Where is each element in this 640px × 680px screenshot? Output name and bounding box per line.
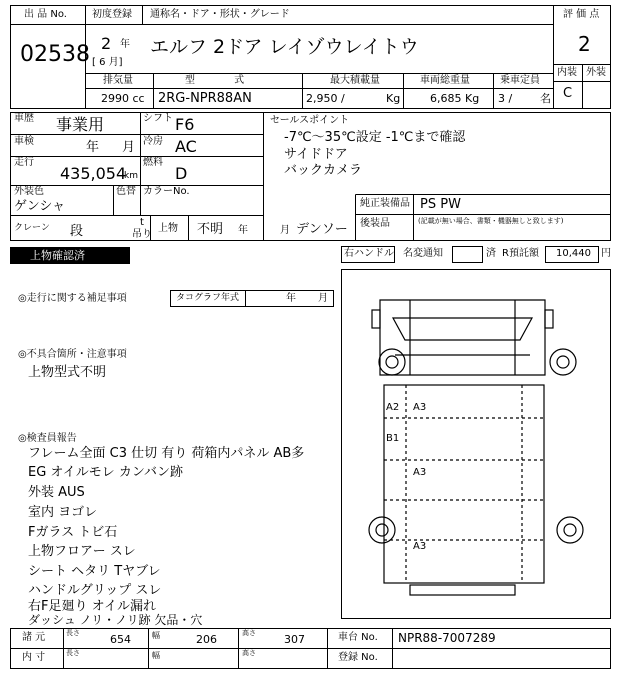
capacity-label: 乗車定員 [500, 75, 540, 86]
fuel-value: D [175, 164, 188, 183]
tacho-year: 年 [286, 293, 296, 304]
inspection-month: 月 [122, 140, 136, 155]
crane-tsuri: 吊り [132, 229, 152, 240]
inspector-line: ダッシュ ノリ・ノリ跡 欠品・穴 [28, 613, 203, 627]
after-equipment-note: (記載が無い場合、書類・機器無しと致します) [418, 217, 564, 225]
width-value: 206 [196, 633, 217, 646]
registration-label: 登録 No. [338, 652, 378, 663]
handle-side: 右ハンドル [344, 248, 394, 259]
sales-point-line: サイドドア [284, 147, 348, 162]
inspector-line: 室内 ヨゴレ [28, 505, 98, 520]
color-change-label: 色替 [116, 186, 136, 197]
shift-value: F6 [175, 115, 195, 134]
crane-dan: 段 [70, 224, 84, 239]
first-reg-year: 2 [101, 34, 112, 53]
max-load-label: 最大積載量 [330, 75, 380, 86]
max-load-unit: Kg [386, 92, 401, 105]
damage-mark: A3 [413, 402, 427, 413]
gross-weight-label: 車両総重量 [420, 75, 470, 86]
mileage-label: 走行 [14, 157, 34, 168]
color-label: 外装色 [14, 186, 44, 197]
width-label: 幅 [152, 631, 160, 640]
body-year: 年 [238, 225, 248, 236]
ac-value: AC [175, 137, 197, 156]
body-maker: 不明 [197, 222, 224, 237]
recycle-amount: 10,440 [556, 248, 591, 259]
std-equipment: PS PW [420, 197, 461, 212]
capacity: 3 / [498, 92, 513, 105]
fuel-label: 燃料 [143, 157, 163, 168]
inner-length-label: 長さ [66, 649, 80, 657]
defect-title: ◎不具合箇所・注意事項 [18, 349, 127, 360]
inspector-line: Fガラス トビ石 [28, 525, 118, 540]
body-month: 月 [280, 225, 290, 236]
first-reg-label: 初度登録 [92, 9, 132, 20]
sales-point-line: -7℃～35℃設定 -1℃まで確認 [284, 130, 466, 145]
chassis-value: NPR88-7007289 [398, 631, 496, 645]
inner-width-label: 幅 [152, 651, 160, 660]
defect-line: 上物型式不明 [28, 365, 107, 380]
driving-notes-title: ◎走行に関する補足事項 [18, 293, 127, 304]
inspection-year: 年 [86, 140, 100, 155]
sales-point-line: バックカメラ [284, 163, 363, 178]
exterior-label: 外装 [586, 67, 606, 78]
lot-label: 出 品 No. [24, 9, 67, 20]
mileage-value: 435,054 [60, 164, 127, 183]
gross-weight: 6,685 Kg [430, 92, 480, 105]
first-reg-month: [ 6 月] [92, 57, 123, 68]
height-value: 307 [284, 633, 305, 646]
inspector-line: 上物フロアー スレ [28, 544, 136, 559]
score-label: 評 価 点 [563, 9, 600, 20]
mileage-unit: km [124, 171, 138, 181]
model-name: エルフ 2ドア レイゾウレイトウ [150, 36, 419, 58]
crane-label: クレーン [14, 223, 50, 233]
lot-number: 02538 [20, 42, 90, 67]
inspector-line: 右F足廻り オイル漏れ [28, 599, 156, 614]
inspector-line: ハンドルグリップ スレ [28, 583, 162, 598]
shift-label: シフト [143, 113, 173, 124]
inner-height-label: 高さ [242, 649, 256, 657]
first-reg-year-unit: 年 [120, 39, 130, 50]
inspector-line: シート ヘタリ Tヤブレ [28, 564, 161, 579]
history-value: 事業用 [56, 115, 105, 134]
length-label: 長さ [66, 629, 80, 637]
interior-grade: C [563, 86, 573, 101]
section-title-body-confirmed: 上物確認済 [10, 247, 130, 264]
height-label: 高さ [242, 629, 256, 637]
crane-t: t [140, 217, 144, 228]
length-value: 654 [110, 633, 131, 646]
capacity-unit: 名 [540, 92, 551, 105]
interior-label: 内装 [557, 67, 577, 78]
sales-points-title: セールスポイント [270, 115, 350, 126]
model-code: 2RG-NPR88AN [158, 91, 252, 106]
after-equipment-label: 後装品 [360, 218, 390, 229]
body-label: 上物 [158, 223, 178, 234]
damage-mark: A3 [413, 467, 427, 478]
color-no-label: カラーNo. [143, 186, 190, 197]
ac-label: 冷房 [143, 136, 163, 147]
model-label: 通称名・ドア・形状・グレード [150, 9, 290, 20]
inspector-line: EG オイルモレ カンバン跡 [28, 465, 183, 480]
damage-mark: A3 [413, 541, 427, 552]
model-code-label: 型 式 [185, 75, 263, 86]
color-value: ゲンシャ [14, 199, 66, 214]
inspection-label: 車検 [14, 136, 34, 147]
tacho-month: 月 [318, 293, 328, 304]
score-value: 2 [578, 32, 591, 56]
inspector-title: ◎検査員報告 [18, 433, 77, 444]
damage-mark: A2 [386, 402, 400, 413]
inspector-line: 外装 AUS [28, 485, 85, 500]
max-load: 2,950 / [306, 92, 345, 105]
chassis-label: 車台 No. [338, 632, 378, 643]
body-brand: デンソー [296, 222, 348, 237]
recycle-unit: 円 [601, 248, 611, 259]
recycle-paid-mark: 済 [486, 248, 496, 259]
name-change-label: 名変通知 [403, 248, 443, 259]
inner-dims-label: 内 寸 [22, 652, 46, 663]
dims-label: 諸 元 [22, 632, 46, 643]
damage-mark: B1 [386, 433, 400, 444]
std-equipment-label: 純正装備品 [360, 198, 410, 209]
history-label: 車歴 [14, 113, 34, 124]
inspector-line: フレーム全面 C3 仕切 有り 荷箱内パネル AB多 [28, 446, 305, 461]
recycle-label: R預託額 [502, 248, 539, 259]
displacement-label: 排気量 [103, 75, 133, 86]
displacement: 2990 cc [101, 92, 145, 105]
tacho-label: タコグラフ年式 [176, 293, 240, 303]
